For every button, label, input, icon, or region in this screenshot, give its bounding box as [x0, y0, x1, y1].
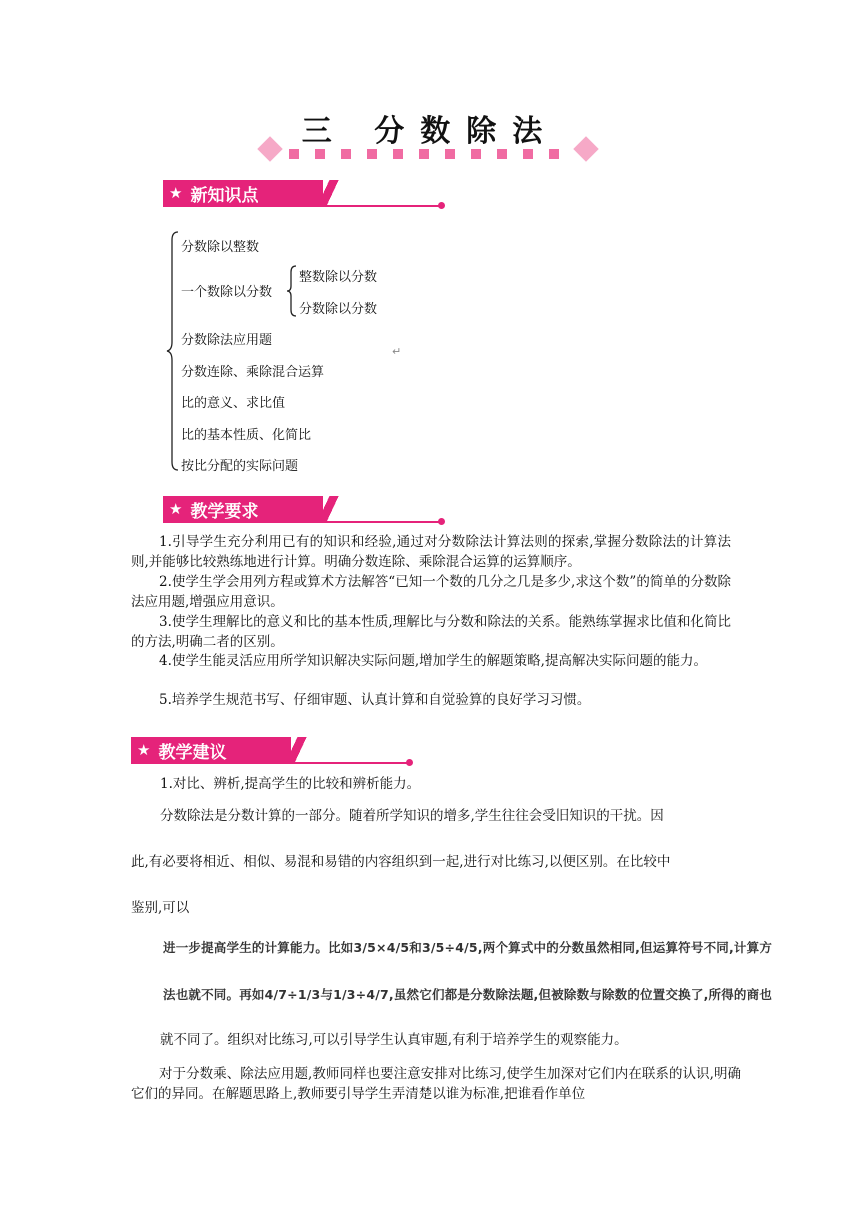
- paragraph: 对于分数乘、除法应用题,教师同样也要注意安排对比练习,使学生加深对它们内在联系的认识,明确它们的异同。在解题思路上,教师要引导学生弄清楚以谁为标准,把谁看作单位: [131, 1066, 741, 1102]
- title-deco-square: [471, 149, 481, 159]
- title-deco-square: [393, 149, 403, 159]
- tree-item: 一个数除以分数: [181, 285, 273, 300]
- requirement-item: 4.使学生能灵活应用所学知识解决实际问题,增加学生的解题策略,提高解决实际问题的能力。: [159, 653, 707, 669]
- star-icon: ★: [169, 184, 183, 202]
- tree-item: 分数除法应用题: [181, 333, 273, 348]
- inner-brace: [286, 264, 298, 318]
- section-header-requirements: [163, 496, 453, 526]
- title-deco-left-diamond: [257, 136, 282, 161]
- title-deco-square: [315, 149, 325, 159]
- title-deco-square: [445, 149, 455, 159]
- title-deco-square: [497, 149, 507, 159]
- section-header-suggestions: [131, 737, 421, 767]
- title-deco-square: [367, 149, 377, 159]
- section-underline-dot: [438, 202, 445, 209]
- section-header-bar: [131, 737, 291, 763]
- tree-item: 分数除以整数: [181, 240, 260, 255]
- suggestion-heading: 1.对比、辨析,提高学生的比较和辨析能力。: [160, 776, 421, 792]
- tree-subitem: 整数除以分数: [299, 270, 378, 285]
- requirement-item: 1.引导学生充分利用已有的知识和经验,通过对分数除法计算法则的探索,掌握分数除法的计算法则,并能够比较熟练地进行计算。明确分数连除、乘除混合运算的运算顺序。: [131, 534, 731, 570]
- requirement-item: 3.使学生理解比的意义和比的基本性质,理解比与分数和除法的关系。能熟练掌握求比值和化简比的方法,明确二者的区别。: [131, 614, 731, 650]
- requirement-item: 5.培养学生规范书写、仔细审题、认真计算和自觉验算的良好学习习惯。: [159, 692, 591, 708]
- section-slash-decoration: [315, 180, 341, 206]
- section-slash-decoration: [315, 496, 341, 522]
- outer-brace: [166, 230, 180, 472]
- section-header-knowledge: [163, 180, 453, 210]
- section-underline: [163, 205, 441, 207]
- star-icon: ★: [169, 500, 183, 518]
- title-deco-right-diamond: [573, 136, 598, 161]
- title-deco-square: [549, 149, 559, 159]
- paragraph-return-mark: ↵: [392, 345, 402, 358]
- section-header-bar: [163, 180, 323, 206]
- embedded-text-image-line: 法也就不同。再如4/7÷1/3与1/3÷4/7,虽然它们都是分数除法题,但被除数与除数的位置交换了,所得的商也: [163, 987, 773, 1002]
- section-underline-dot: [438, 518, 445, 525]
- title-deco-square: [289, 149, 299, 159]
- page-title: 三 分数除法: [301, 114, 559, 149]
- title-decoration: [255, 138, 605, 162]
- tree-item: 比的基本性质、化简比: [181, 428, 312, 443]
- section-title: 教学建议: [158, 742, 227, 763]
- paragraph-line: 鉴别,可以: [131, 900, 190, 916]
- section-title: 教学要求: [190, 501, 259, 522]
- title-deco-square: [523, 149, 533, 159]
- tree-item: 比的意义、求比值: [181, 396, 286, 411]
- section-underline: [163, 521, 441, 523]
- section-header-bar: [163, 496, 323, 522]
- paragraph-line: 就不同了。组织对比练习,可以引导学生认真审题,有利于培养学生的观察能力。: [160, 1032, 628, 1048]
- tree-item: 分数连除、乘除混合运算: [181, 365, 325, 380]
- paragraph-line: 分数除法是分数计算的一部分。随着所学知识的增多,学生往往会受旧知识的干扰。因: [160, 808, 664, 824]
- title-deco-square: [419, 149, 429, 159]
- tree-item: 按比分配的实际问题: [181, 459, 299, 474]
- section-slash-decoration: [283, 737, 309, 763]
- title-deco-square: [341, 149, 351, 159]
- section-title: 新知识点: [190, 185, 259, 206]
- tree-subitem: 分数除以分数: [299, 302, 378, 317]
- requirement-item: 2.使学生学会用列方程或算术方法解答“已知一个数的几分之几是多少,求这个数”的简单的分数除法应用题,增强应用意识。: [131, 574, 731, 610]
- paragraph-line: 此,有必要将相近、相似、易混和易错的内容组织到一起,进行对比练习,以便区别。在比较中: [131, 854, 671, 870]
- section-underline: [131, 762, 409, 764]
- section-underline-dot: [406, 759, 413, 766]
- embedded-text-image-line: 进一步提高学生的计算能力。比如3/5×4/5和3/5÷4/5,两个算式中的分数虽然相同,但运算符号不同,计算方: [163, 940, 773, 955]
- star-icon: ★: [137, 741, 151, 759]
